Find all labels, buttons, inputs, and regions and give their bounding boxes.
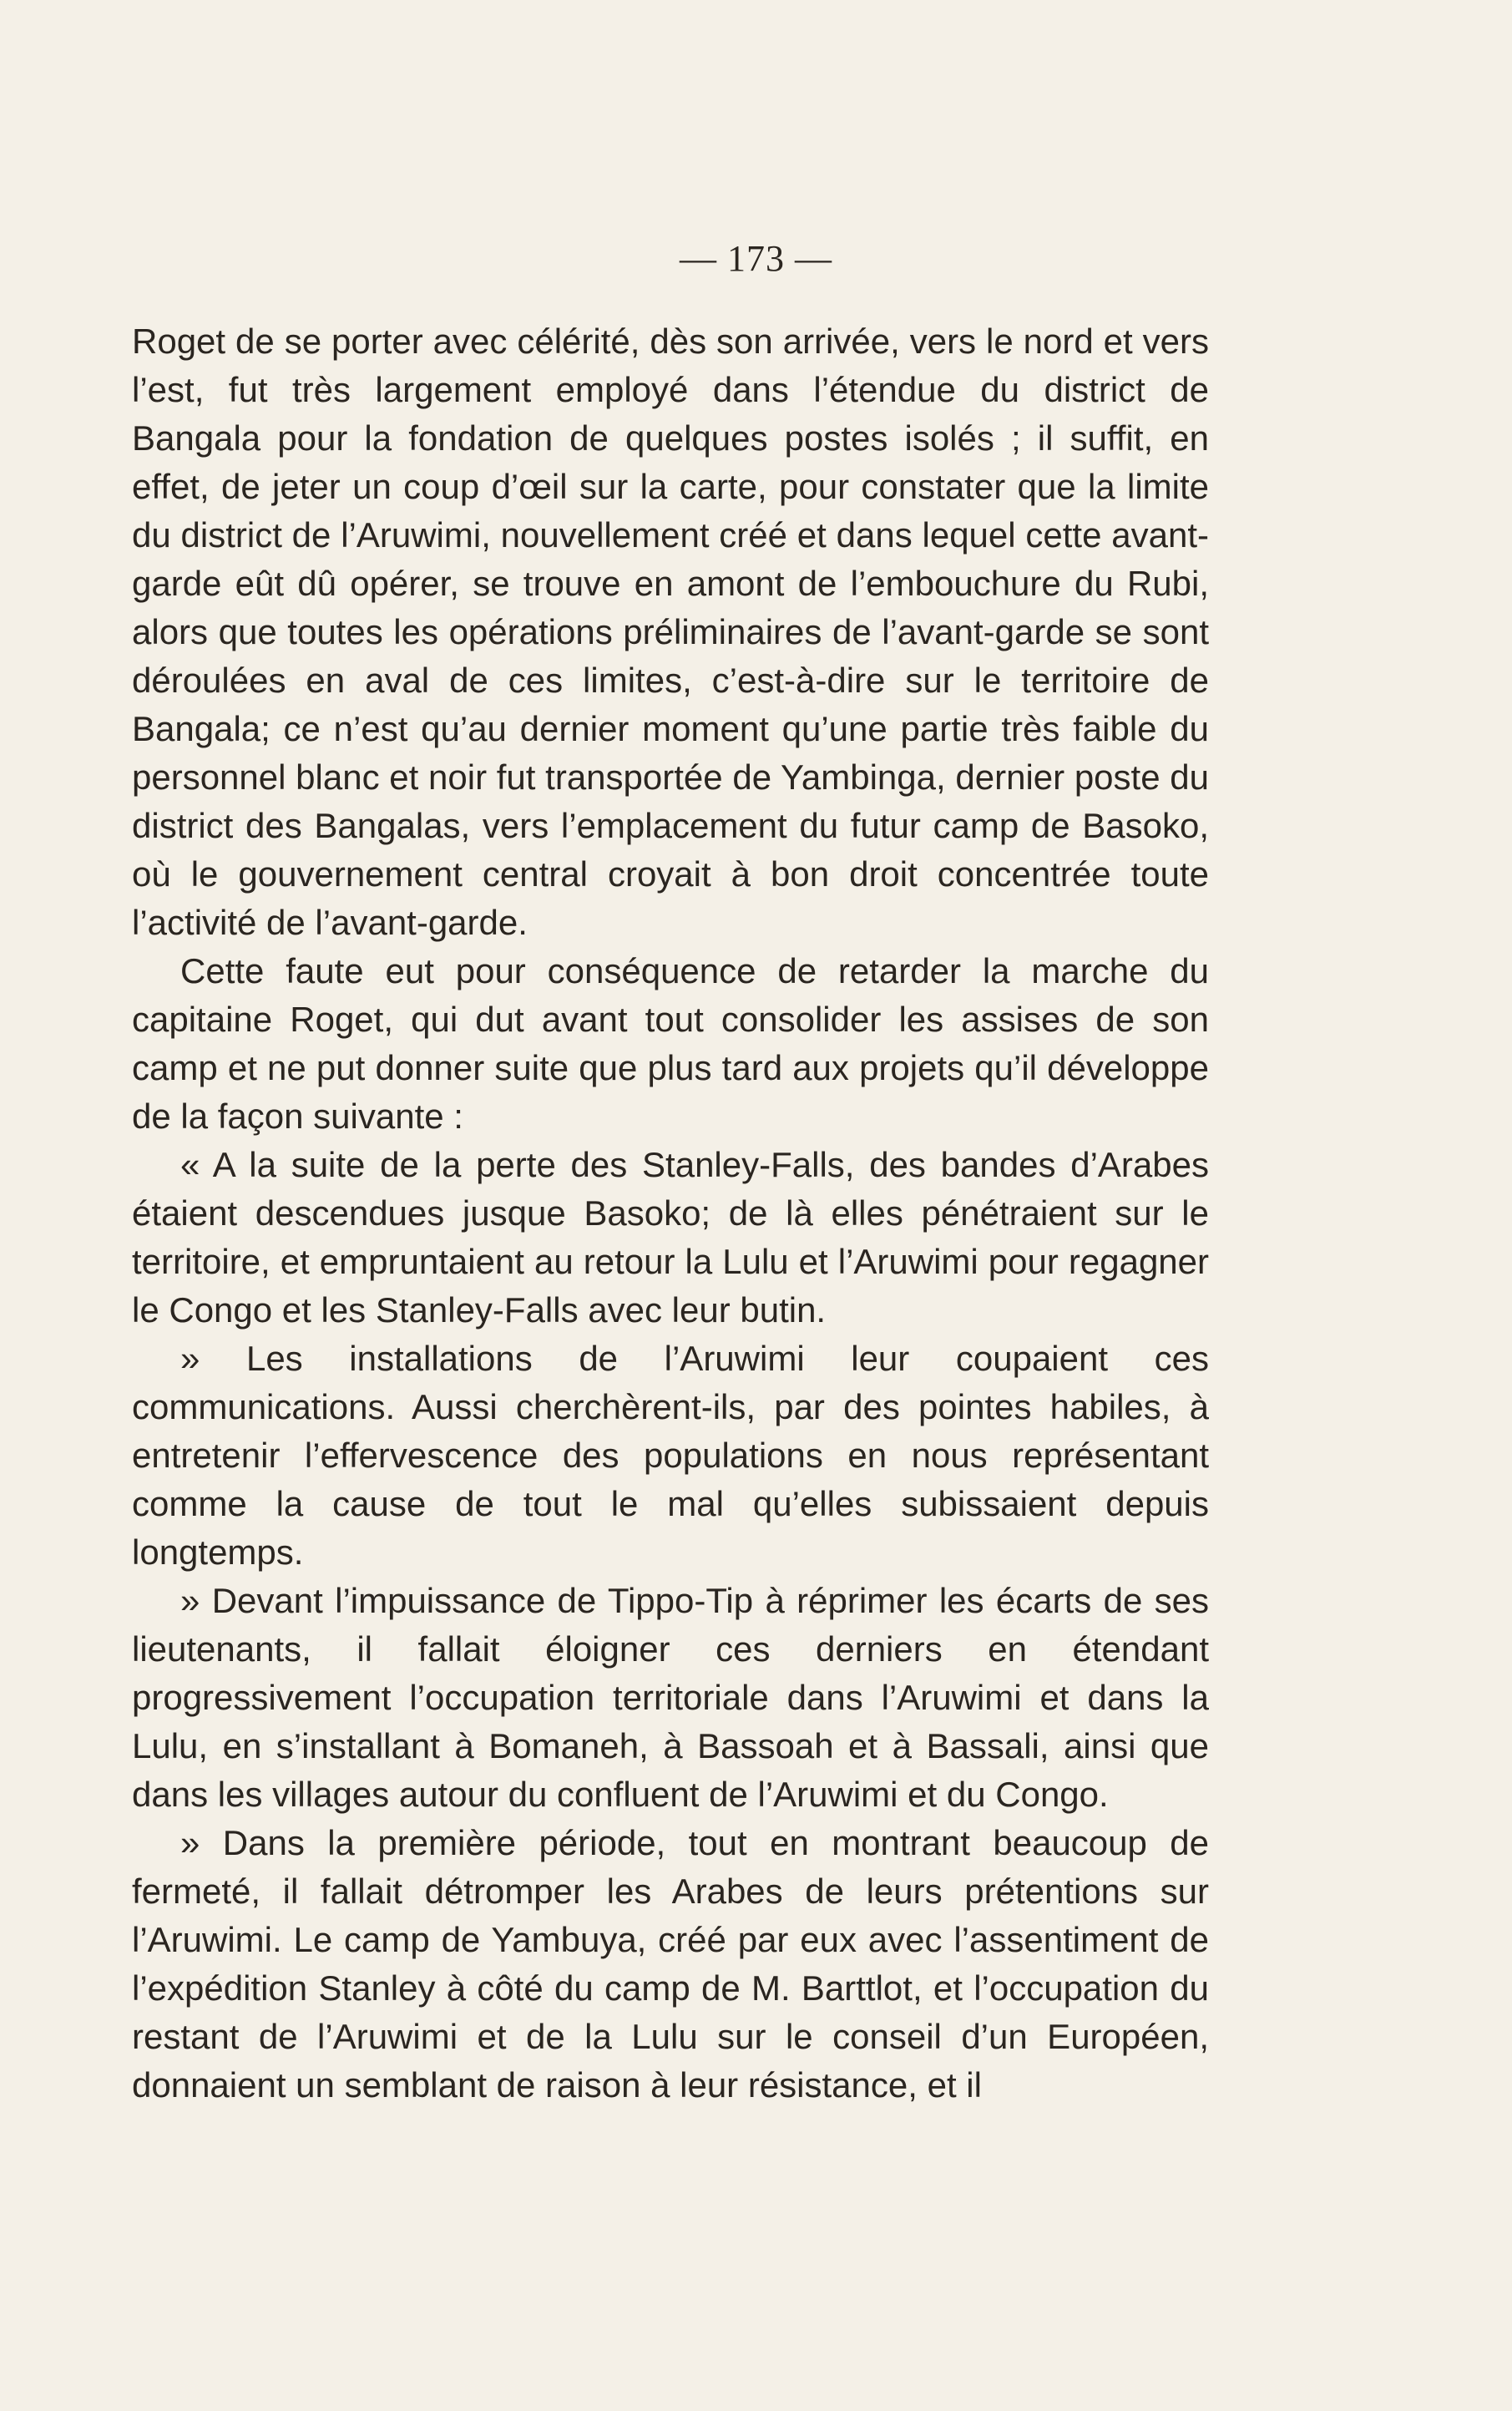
paragraph: Cette faute eut pour conséquence de retarder la marche du capitaine Roget, qui dut avant tout consolider les assises de son camp et ne put donner suite que plus tard aux projets qu’il développe de la façon suivante : [132,951,1209,1136]
body-text [132,317,1209,2110]
paragraph: » Dans la première période, tout en montrant beaucoup de fermeté, il fallait détromper les Arabes de leurs prétentions sur l’Aruwimi. Le camp de Yambuya, créé par eux avec l’assentiment de l’expédition Stanley à côté du camp de M. Barttlot, et l’occupation du restant de l’Aruwimi et de la Lulu sur le conseil d’un Européen, donnaient un semblant de raison à leur résistance, et il [132,1823,1209,2105]
paragraph: Roget de se porter avec célérité, dès son arrivée, vers le nord et vers l’est, fut très largement employé dans l’étendue du district de Bangala pour la fondation de quelques postes isolés ; il suffit, en effet, de jeter un coup d’œil sur la carte, pour constater que la limite du district de l’Aruwimi, nouvellement créé et dans lequel cette avant-garde eût dû opérer, se trouve en amont de l’embouchure du Rubi, alors que toutes les opérations préliminaires de l’avant-garde se sont déroulées en aval de ces limites, c’est-à-dire sur le territoire de Bangala; ce n’est qu’au dernier moment qu’une partie très faible du personnel blanc et noir fut transportée de Yambinga, dernier poste du district des Bangalas, vers l’emplacement du futur camp de Basoko, où le gouvernement central croyait à bon droit concentrée toute l’activité de l’avant-garde. [132,322,1209,942]
page-number: — 173 — [680,238,832,279]
paragraph: » Devant l’impuissance de Tippo-Tip à réprimer les écarts de ses lieutenants, il fallait éloigner ces derniers en étendant progressivement l’occupation territoriale dans l’Aruwimi et dans la Lulu, en s’installant à Bomaneh, à Bassoah et à Bassali, ainsi que dans les villages autour du confluent de l’Aruwimi et du Congo. [132,1581,1209,1814]
paragraph: » Les installations de l’Aruwimi leur coupaient ces communications. Aussi cherchèrent-ils, par des pointes habiles, à entretenir l’effervescence des populations en nous représentant comme la cause de tout le mal qu’elles subissaient depuis longtemps. [132,1339,1209,1572]
paragraph: « A la suite de la perte des Stanley-Falls, des bandes d’Arabes étaient descendues jusque Basoko; de là elles pénétraient sur le territoire, et empruntaient au retour la Lulu et l’Aruwimi pour regagner le Congo et les Stanley-Falls avec leur butin. [132,1145,1209,1330]
